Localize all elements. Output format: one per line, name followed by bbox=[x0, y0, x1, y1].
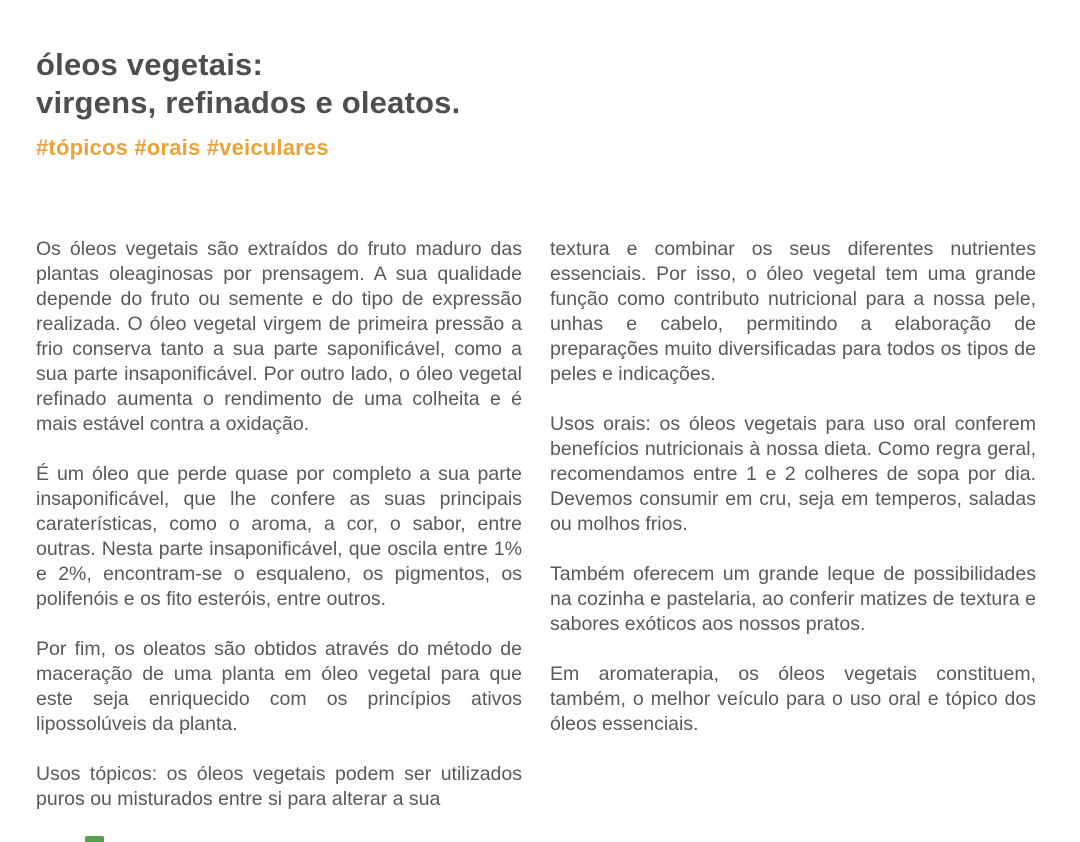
title-line-1: óleos vegetais: bbox=[36, 47, 263, 82]
page-title bbox=[36, 46, 460, 122]
paragraph-aromaterapia: Em aromaterapia, os óleos vegetais constituem, também, o melhor veículo para o uso oral e tópico dos óleos essenciais. bbox=[550, 663, 1036, 735]
paragraph-usos-orais: Usos orais: os óleos vegetais para uso oral conferem benefícios nutricionais à nossa dieta. Como regra geral, recomendamos entre 1 e 2 colheres de sopa por dia. Devemos consumir em cru, seja em temperos, saladas ou molhos frios. bbox=[550, 413, 1036, 535]
paragraph-oleatos: Por fim, os oleatos são obtidos através do método de maceração de uma planta em óleo vegetal para que este seja enriquecido com os princípios ativos lipossolúveis da planta. bbox=[36, 638, 522, 735]
article-columns bbox=[36, 237, 1036, 812]
left-column bbox=[36, 237, 522, 812]
hashtags: #tópicos #orais #veiculares bbox=[36, 135, 329, 160]
paragraph-intro: Os óleos vegetais são extraídos do fruto maduro das plantas oleaginosas por prensagem. A sua qualidade depende do fruto ou semente e do tipo de expressão realizada. O óleo vegetal virgem de primeira pressão a frio conserva tanto a sua parte saponificável, como a sua parte insaponificável. Por outro lado, o óleo vegetal refinado aumenta o rendimento de uma colheita e é mais estável contra a oxidação. bbox=[36, 238, 522, 435]
paragraph-usos-topicos: Usos tópicos: os óleos vegetais podem ser utilizados puros ou misturados entre si para alterar a sua bbox=[36, 763, 522, 810]
header bbox=[36, 46, 460, 161]
right-column bbox=[550, 237, 1036, 812]
title-line-2: virgens, refinados e oleatos. bbox=[36, 85, 461, 120]
paragraph-usos-topicos-continuation: textura e combinar os seus diferentes nutrientes essenciais. Por isso, o óleo vegetal tem uma grande função como contributo nutricional para a nossa pele, unhas e cabelo, permitindo a elaboração de preparações muito diversificadas para todos os tipos de peles e indicações. bbox=[550, 238, 1036, 385]
paragraph-insaponificavel: É um óleo que perde quase por completo a sua parte insaponificável, que lhe confere as suas principais caraterísticas, como o aroma, a cor, o sabor, entre outras. Nesta parte insaponificável, que oscila entre 1% e 2%, encontram-se o esqualeno, os pigmentos, os polifenóis e os fito esteróis, entre outros. bbox=[36, 463, 522, 610]
partial-logo-mark bbox=[85, 836, 104, 842]
paragraph-cozinha: Também oferecem um grande leque de possibilidades na cozinha e pastelaria, ao conferir matizes de textura e sabores exóticos aos nossos pratos. bbox=[550, 563, 1036, 635]
